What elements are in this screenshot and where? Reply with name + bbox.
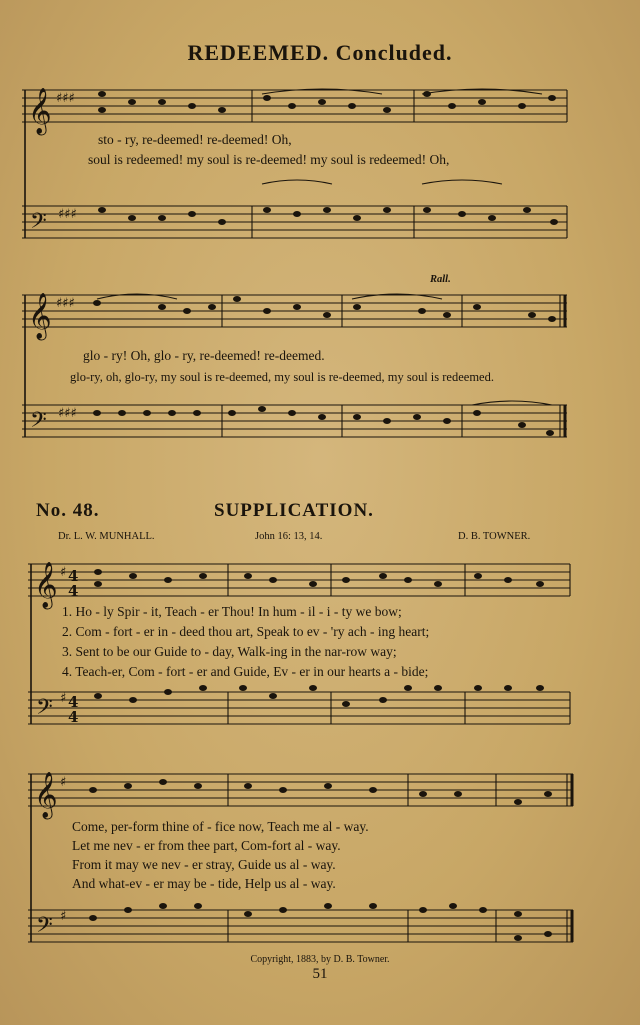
svg-text:𝄞: 𝄞 [34,772,58,818]
svg-text:𝄢: 𝄢 [36,695,53,725]
svg-text:𝄞: 𝄞 [34,562,58,608]
hymn2-sys1-verse-3: 3. Sent to be our Guide to - day, Walk-ing in the nar-row way; [62,644,397,659]
hymn2-sys2-verse-3: From it may we nev - er stray, Guide us al - way. [72,857,336,872]
music-system-3 [28,554,578,729]
hymn2-sys1-verse-4: 4. Teach-er, Com - fort - er and Guide, Ev - er in our hearts a - bide; [62,664,429,679]
svg-text:♯: ♯ [60,775,67,790]
hymn1-sys2-lyric-1: glo - ry! Oh, glo - ry, re-deemed! re-deemed. [83,348,325,363]
hymn2-sys2-verse-2: Let me nev - er from thee part, Com-fort al - way. [72,838,341,853]
rall-marking: Rall. [430,274,451,285]
svg-text:𝄞: 𝄞 [28,88,52,134]
hymn2-sys1-verse-1: 1. Ho - ly Spir - it, Teach - er Thou! In hum - il - i - ty we bow; [62,604,402,619]
svg-text:♯♯♯: ♯♯♯ [56,91,75,106]
svg-text:♯♯♯: ♯♯♯ [56,296,75,311]
svg-text:𝄞: 𝄞 [28,293,52,339]
hymn1-sys1-lyric-2: soul is redeemed! my soul is re-deemed! my soul is redeemed! Oh, [88,152,450,167]
page-number: 51 [312,966,328,982]
hymn2-sys1-verse-2: 2. Com - fort - er in - deed thou art, Speak to ev - 'ry ach - ing heart; [62,624,430,639]
svg-text:♯♯♯: ♯♯♯ [58,207,77,222]
hymn-author: Dr. L. W. MUNHALL. [58,531,155,542]
copyright-notice: Copyright, 1883, by D. B. Towner. [250,954,390,965]
page-title: REDEEMED. Concluded. [187,40,453,65]
svg-text:4: 4 [68,708,79,726]
svg-text:4: 4 [68,582,79,600]
hymn-number: No. 48. [36,500,100,521]
svg-text:♯: ♯ [60,909,67,924]
svg-text:♯♯♯: ♯♯♯ [58,406,77,421]
svg-text:4: 4 [68,567,79,585]
hymn2-sys2-verse-1: Come, per-form thine of - fice now, Teach me al - way. [72,819,369,834]
hymn-title: SUPPLICATION. [214,500,374,521]
hymn-scripture: John 16: 13, 14. [255,531,323,542]
hymn1-sys2-lyric-2: glo-ry, oh, glo-ry, my soul is re-deemed, my soul is re-deemed, my soul is redeemed. [70,370,494,384]
hymn-composer: D. B. TOWNER. [458,531,531,542]
hymn1-sys1-lyric-1: sto - ry, re-deemed! re-deemed! Oh, [98,132,292,147]
svg-text:♯: ♯ [60,565,67,580]
svg-text:♯: ♯ [60,691,67,706]
svg-text:𝄢: 𝄢 [30,209,47,239]
svg-text:𝄢: 𝄢 [30,408,47,438]
svg-text:𝄢: 𝄢 [36,913,53,943]
svg-text:4: 4 [68,693,79,711]
hymn2-sys2-verse-4: And what-ev - er may be - tide, Help us al - way. [72,876,336,891]
